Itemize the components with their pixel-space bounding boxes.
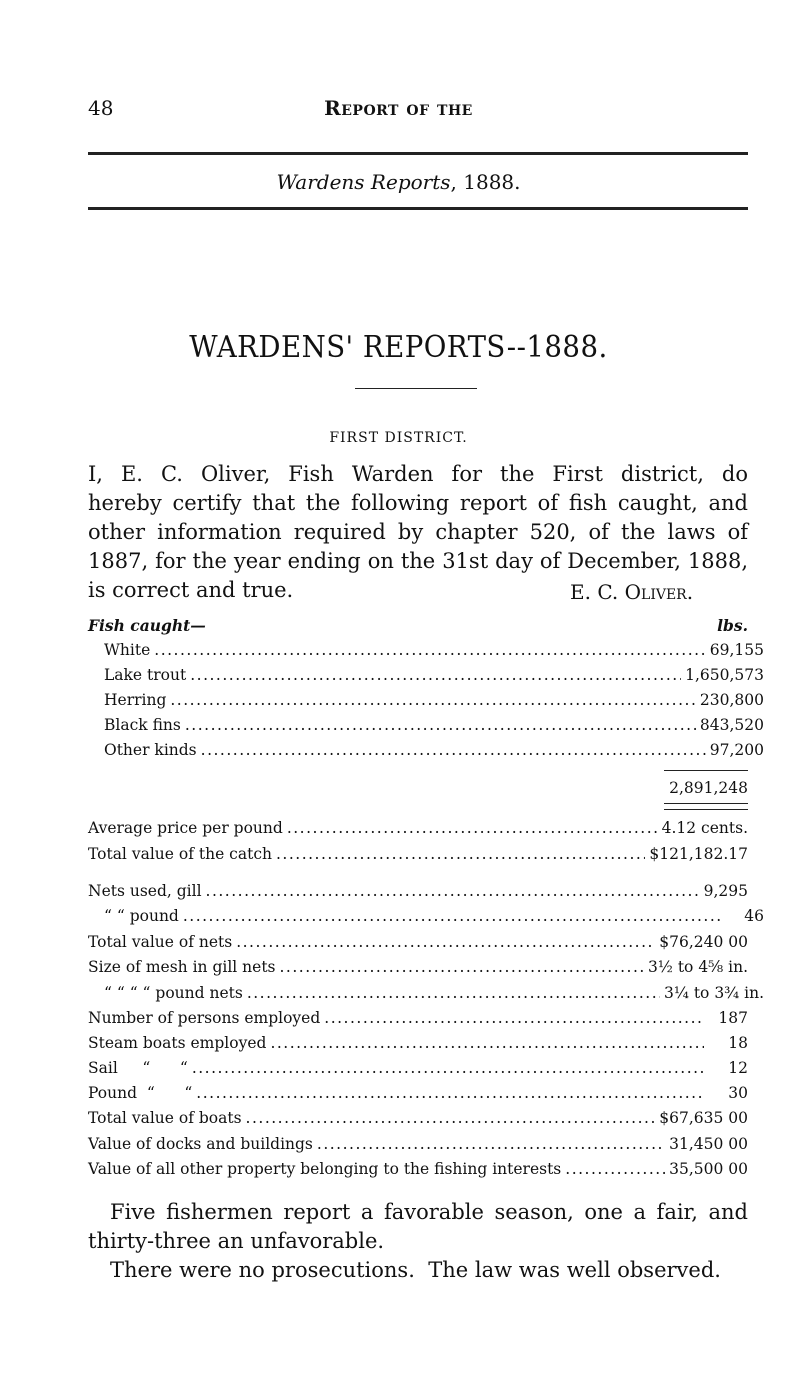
equip-row: Value of docks and buildings ..... 31,450 00 [88, 1135, 748, 1157]
equip-row: “ “ “ “ pound nets ..... 3¼ to 3¾ in. [88, 984, 764, 1006]
total-rule [664, 770, 748, 771]
signature: E. C. Oliver. [570, 580, 694, 604]
certificate-line: I, E. C. Oliver, Fish Warden for the First district, do [88, 462, 748, 486]
certificate-line: hereby certify that the following report of fish caught, and [88, 491, 748, 515]
fish-row-other-kinds: Other kinds ..... 97,200 [88, 741, 764, 763]
district-heading: FIRST DISTRICT. [329, 430, 468, 446]
equip-row: Steam boats employed ..... 18 [88, 1034, 748, 1056]
equip-row: “ “ pound ..... 46 [88, 907, 764, 929]
certificate-line: other information required by chapter 520, of the laws of [88, 520, 748, 544]
fish-total-row [88, 779, 748, 801]
closing-line: Five fishermen report a favorable season, one a fair, and [110, 1200, 748, 1224]
equip-row: Value of all other property belonging to the fishing interests ..... 35,500 00 [88, 1160, 748, 1182]
fish-ledger [88, 0, 764, 1379]
subhead-italic: Wardens Reports [276, 170, 451, 194]
closing-text [88, 1198, 748, 1285]
equip-row: Number of persons employed ..... 187 [88, 1009, 748, 1031]
equip-row: Sail “ “ ..... 12 [88, 1059, 748, 1081]
fish-row-herring: Herring ..... 230,800 [88, 691, 764, 713]
unit-label: lbs. [717, 616, 748, 635]
fish-row-white: White ..... 69,155 [88, 641, 764, 663]
page-number: 48 [88, 96, 114, 120]
running-head: Report of the [324, 96, 473, 120]
certificate-line: is correct and true. [88, 578, 294, 602]
equip-row: Total value of nets ..... $76,240 00 [88, 933, 748, 955]
equip-row: Size of mesh in gill nets ..... 3½ to 4⅝ in. [88, 958, 748, 980]
closing-line: There were no prosecutions. The law was well observed. [110, 1258, 721, 1282]
stat-row-average-price: Average price per pound ..... 4.12 cents. [88, 819, 748, 841]
fish-row-black-fins: Black fins ..... 843,520 [88, 716, 764, 738]
fish-heading: Fish caught— [88, 616, 206, 635]
fish-total: 2,891,248 [669, 779, 748, 797]
equip-row: Nets used, gill ..... 9,295 [88, 882, 748, 904]
equip-row: Total value of boats ..... $67,635 00 [88, 1109, 748, 1131]
page-title: WARDENS' REPORTS--1888. [189, 330, 608, 365]
total-double-rule [664, 803, 748, 810]
fish-row-lake-trout: Lake trout ..... 1,650,573 [88, 666, 764, 688]
subhead-rest: , 1888. [450, 170, 521, 194]
fish-heading-row [88, 616, 748, 638]
stat-row-total-value: Total value of the catch ..... $121,182.17 [88, 845, 748, 867]
equip-row: Pound “ “ ..... 30 [88, 1084, 748, 1106]
certificate-line: 1887, for the year ending on the 31st day of December, 1888, [88, 549, 748, 573]
closing-line: thirty-three an unfavorable. [88, 1229, 385, 1253]
